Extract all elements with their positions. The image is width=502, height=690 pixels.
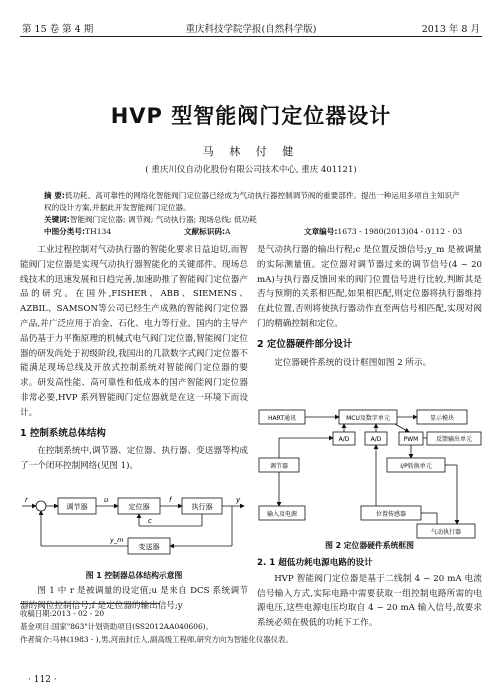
right-continuation: 是气动执行器的输出行程;c 是位置反馈信号;y_m 是被调量的实际测量值。定位器对调节器过来的调节信号(4 ~ 20 mA)与执行器反馈回来的阀门位置信号进行比较,判断其是否与预期的关系相匹配,如果相匹配,则定位器将执行器维持在此位置,否则将使执行器动作直至两信号相匹配,实现对阀门的精确控制和定位。	[257, 245, 482, 329]
footnote-author: 作者简介:马林(1983 - ),男,河南封丘人,副高级工程师,研究方向为智能化仪器仪表。	[20, 635, 293, 644]
fig2-text-input-power: 输入及电源	[266, 511, 298, 518]
fig2-text-pos-sensor: 位置传感器	[375, 511, 407, 518]
fig1-text-transmitter: 变送器	[138, 543, 160, 551]
paper-title: HVP 型智能阀门定位器设计	[110, 104, 392, 128]
fig2-text-regulator: 调节器	[269, 463, 289, 470]
figure-1-diagram	[22, 484, 248, 562]
fig1-text-regulator: 调节器	[66, 503, 88, 511]
fig2-text-ad2: A/D	[370, 436, 382, 443]
header-volume: 第 15 卷 第 4 期	[22, 24, 94, 35]
figure-1-caption: 图 1 控制器总体结构示意图	[85, 571, 183, 580]
fig2-text-mcu: MCU及数字单元	[346, 415, 390, 422]
figure-1-explanation: 图 1 中 r 是被调量的设定值;u 是来自 DCS 系统调节器的阀位控制信号;f 是定位器的输出信号;y	[20, 586, 248, 611]
fig1-summing-node	[36, 501, 46, 511]
section-1-heading: 1 控制系统总体结构	[20, 427, 106, 439]
right-column-top	[257, 243, 482, 370]
footnote-divider	[20, 603, 160, 604]
abstract	[44, 190, 464, 238]
abstract-text: 低功耗、高可靠性的网络化智能阀门定位器已经成为气动执行器控制调节阀的重要部件。提出一种运用多项自主知识产权的设计方案,并据此开发智能阀门定位器。	[44, 191, 460, 212]
intro-paragraph: 工业过程控制对气动执行器的智能化要求日益迫切,而智能阀门定位器是实现气动执行器智能化的关键部件。现场总线技术的迅速发展和日趋完善,加速助推了智能阀门定位器产品的研究。在国外,FISHER、ABB、SIEMENS、AZBIL、SAMSON等公司已经生产成熟的智能阀门定位器产品,并广泛应用于冶金、石化、电力等行业。国内的主导产品仍基于力平衡原理的机械式电气阀门定位器,智能阀门定位器的研发尚处于初级阶段,我国出的几款数字式阀门定位器不能满足现场总线及开放式控制系统对智能阀门定位器的要求。研发高性能、高可靠性和低成本的国产智能阀门定位器非常必要,HVP 系列智能阀门定位器就是在这一环境下而设计。	[20, 245, 248, 418]
fig1-label-f: f	[169, 496, 172, 504]
figure-2-diagram	[257, 402, 482, 540]
keywords-label: 关键词:	[44, 215, 70, 224]
fig2-text-display: 显示模块	[429, 415, 455, 422]
clc-label: 中图分类号:	[44, 227, 86, 236]
article-value: 1673 - 1980(2013)04 - 0112 - 03	[337, 227, 463, 236]
fig2-text-feedback: 反馈输出单元	[435, 436, 473, 443]
fig1-label-r: r	[25, 496, 28, 504]
paper-authors: 马 林 付 健	[202, 145, 300, 158]
fig1-label-u: u	[104, 496, 109, 504]
left-column	[20, 243, 248, 474]
fig2-text-hart: HART通讯	[267, 415, 297, 422]
fig2-text-ip: I/P转换单元	[400, 463, 432, 470]
footnotes	[20, 607, 482, 646]
header-date: 2013 年 8 月	[421, 24, 480, 35]
fig2-text-actuator: 气动执行器	[430, 529, 462, 536]
section-2-1-heading: 2. 1 超低功耗电源电路的设计	[257, 558, 373, 568]
footnote-fund: 基金项目:国家"863"计划资助项目(SS2012AA040606)。	[20, 622, 213, 631]
section-2-1-text: HVP 智能阀门定位器是基于二线制 4 ~ 20 mA 电流信号输入方式,实际电路中需要获取一组控制电路所需的电源电压,这些电源电压均取自 4 ~ 20 mA 输入信号,故要求系统必须在极低的功耗下工作。	[257, 573, 482, 629]
doc-label: 文献标识码:	[184, 227, 226, 236]
fig1-text-actuator: 执行器	[191, 503, 213, 511]
doc-value: A	[225, 227, 231, 236]
fig2-mcu-to-pwm	[395, 424, 409, 432]
section-2-text: 定位器硬件系统的设计框图如图 2 所示。	[274, 357, 432, 368]
clc-value: TH134	[85, 227, 112, 236]
abstract-label: 摘 要:	[44, 191, 65, 200]
section-2-heading: 2 定位器硬件部分设计	[257, 338, 353, 350]
section-1-text: 在控制系统中,调节器、定位器、执行器、变送器等构成了一个闭环控制网络(见图 1)。	[20, 446, 248, 472]
article-label: 文章编号:	[304, 227, 338, 236]
page-number: · 112 ·	[28, 675, 57, 685]
fig1-label-c: c	[148, 517, 152, 525]
fig1-text-positioner: 定位器	[128, 503, 150, 511]
footnote-received: 收稿日期:2013 - 02 - 20	[20, 609, 105, 618]
fig2-text-ad1: A/D	[338, 436, 350, 443]
fig2-text-pwm: PWM	[403, 436, 419, 443]
figure-2-caption: 图 2 定位器硬件系统框图	[325, 541, 414, 550]
keywords-text: 智能阀门定位器; 调节阀; 气动执行器; 现场总线; 低功耗	[69, 215, 257, 224]
paper-affiliation: ( 重庆川仪自动化股份有限公司技术中心, 重庆 401121)	[145, 165, 357, 175]
fig1-label-ym: y_m	[110, 536, 124, 544]
running-header	[20, 18, 482, 37]
fig1-label-y: y	[236, 496, 241, 504]
header-journal: 重庆科技学院学报(自然科学版)	[185, 24, 317, 35]
